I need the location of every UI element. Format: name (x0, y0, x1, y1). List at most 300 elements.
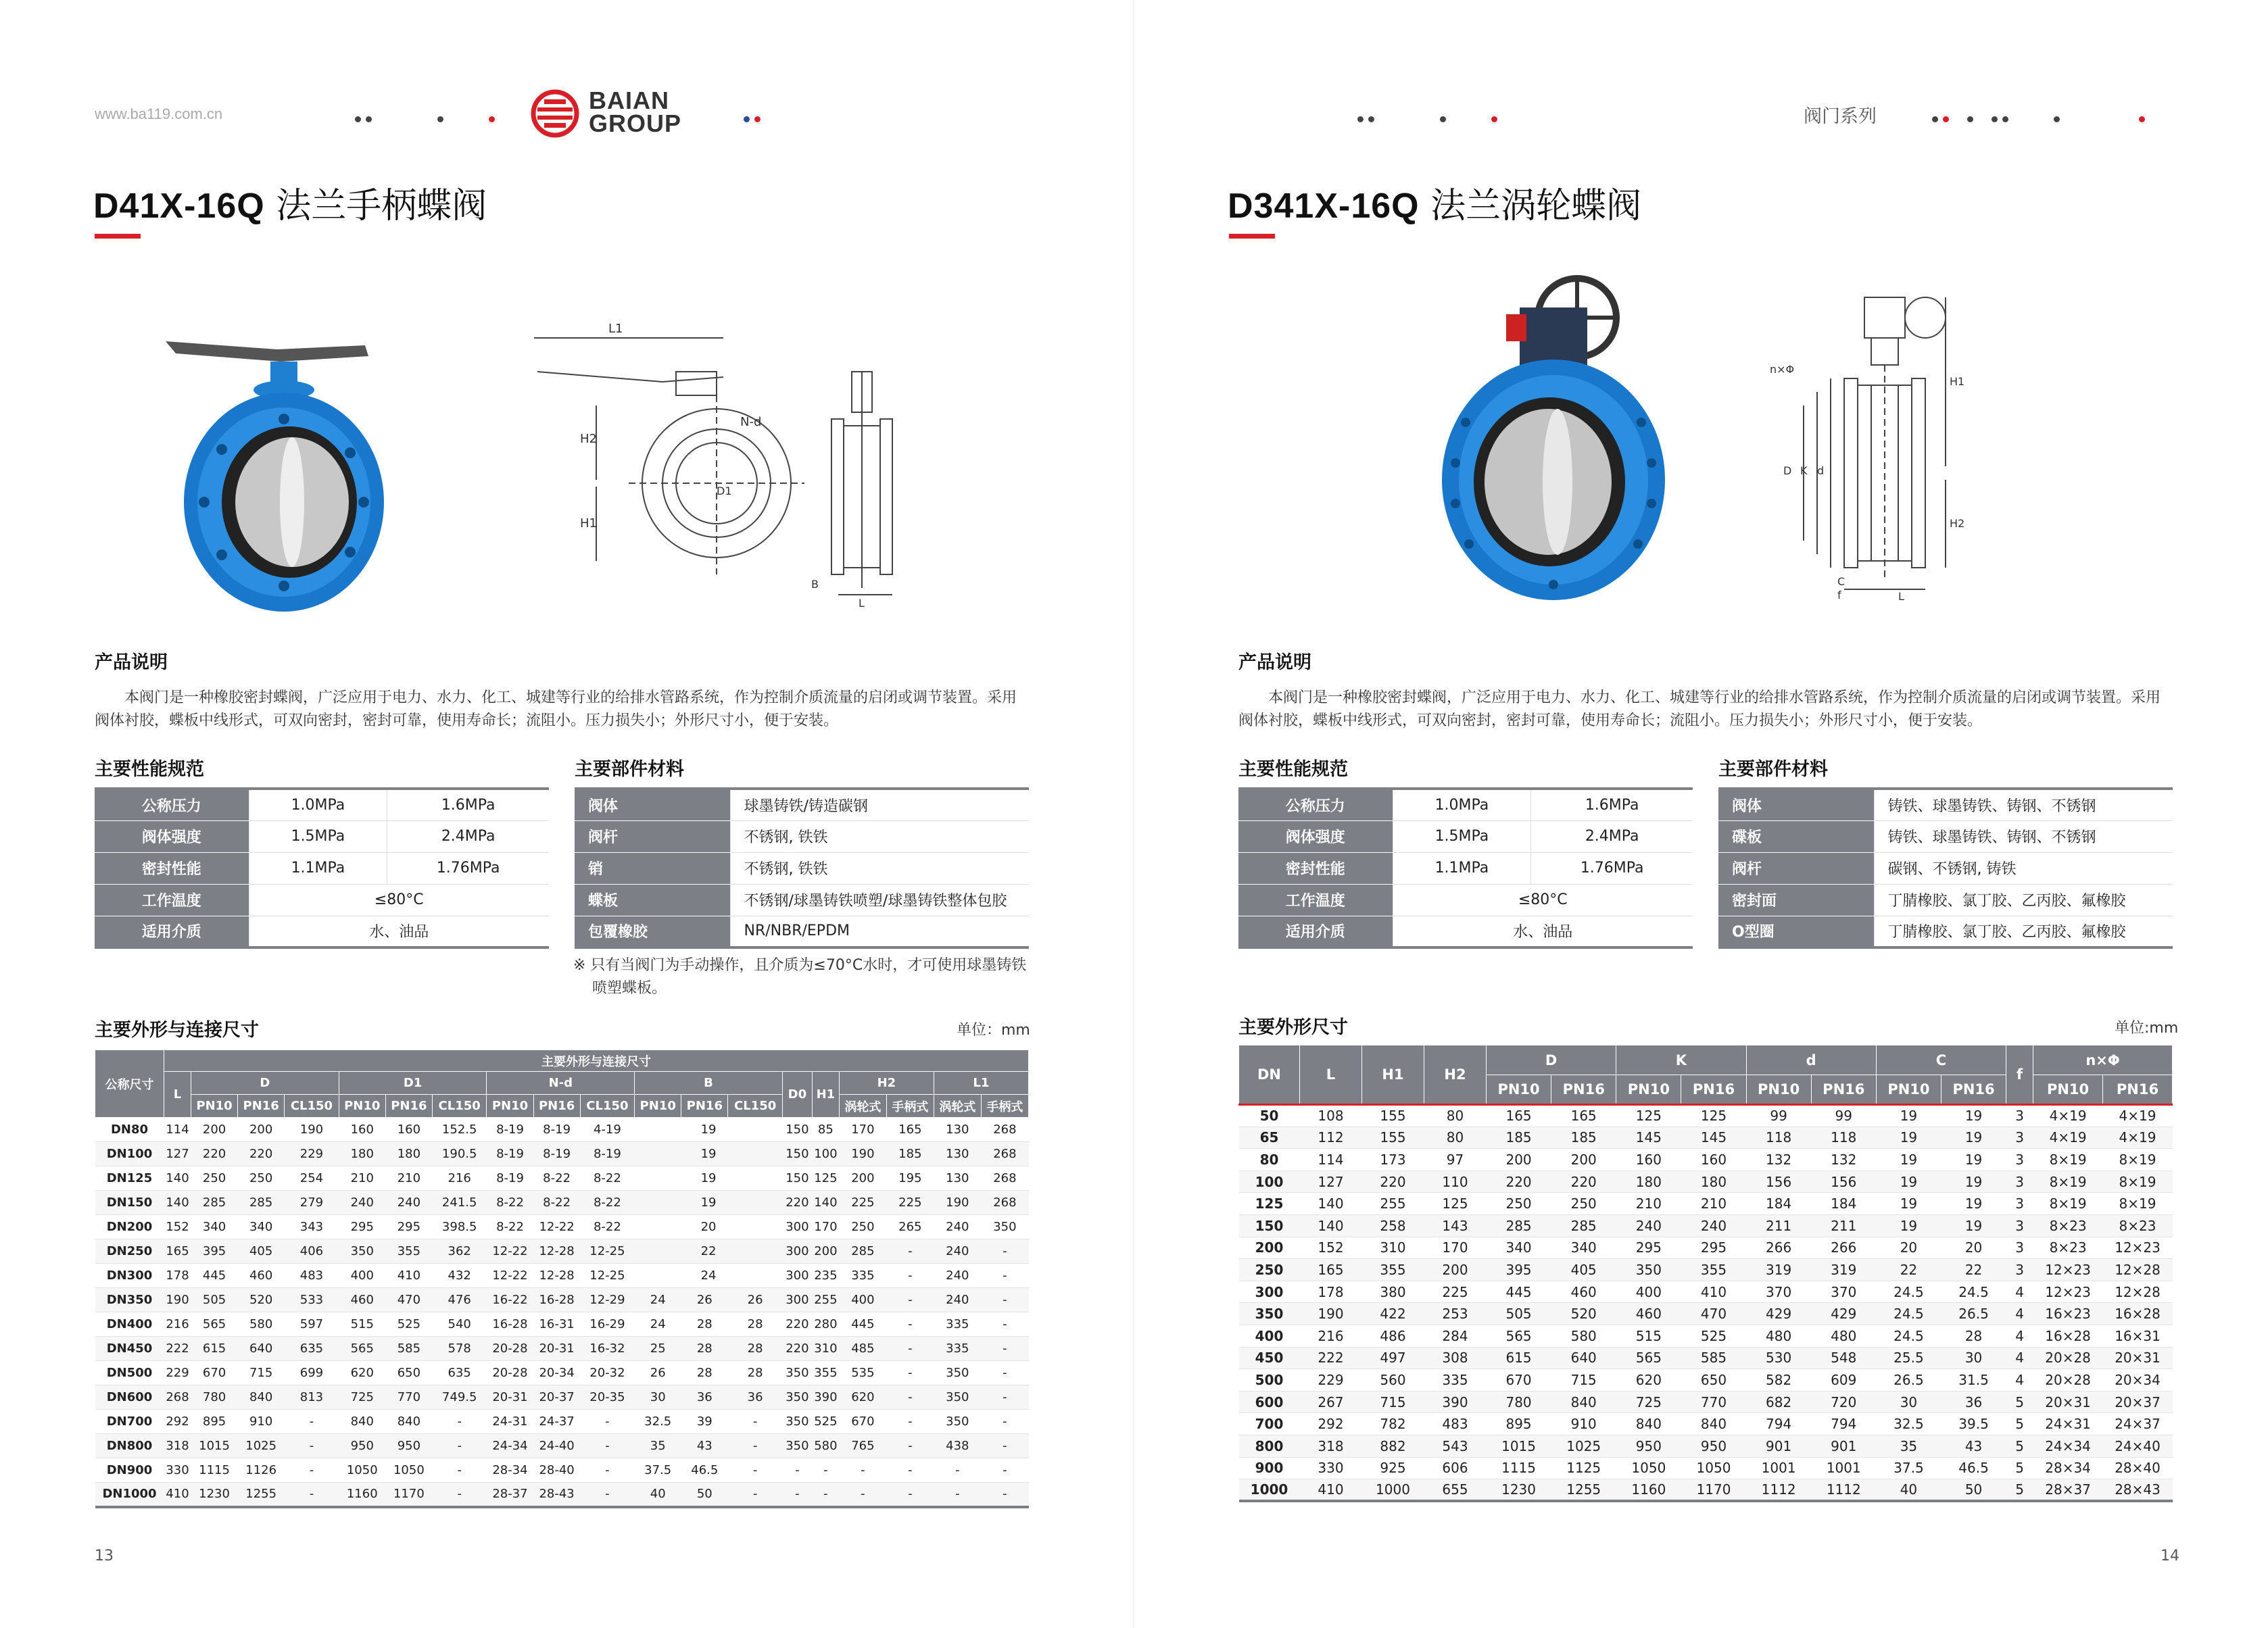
table-cell: - (934, 1458, 981, 1483)
table-cell: 840 (1616, 1413, 1681, 1435)
table-cell: 200 (1487, 1149, 1551, 1171)
table-cell: 350 (934, 1385, 981, 1410)
table-cell: 165 (1551, 1105, 1616, 1127)
table-cell: - (981, 1410, 1028, 1434)
table-cell: 794 (1746, 1413, 1811, 1435)
table-cell: 350 (782, 1385, 812, 1410)
table-cell: - (580, 1434, 635, 1458)
table-cell: 585 (385, 1337, 432, 1361)
table-cell: 24 (635, 1288, 681, 1312)
table-cell: 19 (1941, 1127, 2006, 1149)
header (0, 87, 1134, 137)
table-cell: 26 (635, 1361, 681, 1385)
table-cell: 140 (1300, 1214, 1362, 1237)
table-cell: 284 (1424, 1325, 1487, 1347)
table-cell: 32.5 (635, 1410, 681, 1434)
table-cell: 438 (934, 1434, 981, 1458)
table-row (95, 1288, 1029, 1312)
table-cell: 350 (339, 1239, 385, 1264)
table-cell: 770 (1681, 1391, 1746, 1413)
material-note: ※ 只有当阀门为手动操作，且介质为≤70°C水时，才可使用球墨铸铁 喷塑蝶板。 (573, 957, 1027, 997)
label-L1: L1 (608, 322, 623, 336)
table-cell: 216 (1300, 1325, 1362, 1347)
table-cell: 250 (1239, 1259, 1300, 1281)
table-row (1239, 1170, 2173, 1193)
table-row (95, 1191, 1029, 1215)
table-cell: 125 (1424, 1193, 1487, 1215)
table-cell: 840 (238, 1385, 285, 1410)
table-cell: 8-19 (580, 1142, 635, 1166)
table-cell: 1015 (191, 1434, 238, 1458)
table-cell: 185 (1487, 1127, 1551, 1149)
logo-mark-icon (531, 89, 579, 138)
table-cell: 525 (812, 1410, 839, 1434)
table-cell: 165 (1300, 1259, 1362, 1281)
table-cell: DN1000 (95, 1483, 164, 1507)
table-cell: 19 (1941, 1149, 2006, 1171)
table-cell: 145 (1681, 1127, 1746, 1149)
table-cell: 485 (839, 1337, 886, 1361)
table-cell: 216 (164, 1312, 191, 1337)
table-cell: 355 (1362, 1259, 1424, 1281)
table-cell: - (285, 1458, 339, 1483)
table-cell: 24×31 (2033, 1413, 2103, 1435)
dimension-table: 公称尺寸 主要外形与连接尺寸 L D D1 N-d B D0 H1 H2 L1 PN10 PN16 CL150 PN10 PN16 CL150 PN10 PN16 CL150 PN10 PN16 CL150 涡轮式 手柄式 涡轮式 手柄式 DN80 114 200 200 190 160 160 152.5 8-19 8-19 4-19 19 150 85 170 165 130 268 DN100 127 220 220 229 180 180 190.5 8-19 8-19 8-19 19 150 100 190 185 130 268 DN125 140 250 250 254 210 210 216 8-19 8-22 8-22 19 150 125 200 195 130 268 DN150 140 285 285 279 240 240 241.5 8-22 8-22 8-22 19 220 140 225 225 190 268 DN200 152 340 340 343 295 295 398.5 8-22 12-22 8-22 20 300 170 250 265 240 350 DN250 165 395 405 406 350 355 362 12-22 12-28 12-25 22 300 200 285 - 240 - DN300 178 445 460 483 400 410 432 12-22 12-28 12-25 24 300 235 335 - 240 - DN350 190 505 520 533 460 470 476 16-22 16-28 12-29 24 26 26 300 255 400 - 240 - DN400 216 565 580 597 515 525 540 16-28 16-31 16-29 24 28 28 220 280 445 - 335 - DN450 222 615 640 635 565 585 578 20-28 20-31 16-32 25 28 28 220 310 485 - 335 - DN500 229 670 715 699 620 650 635 20-28 20-34 20-32 26 28 28 350 355 535 - 350 - DN600 268 780 840 813 725 770 749.5 20-31 20-37 20-35 30 36 36 350 390 620 - 350 - DN700 292 895 910 - 840 840 - 24-31 24-37 - 32.5 39 - 350 525 670 - 350 - DN800 318 1015 1025 - 950 950 - 24-34 24-40 - 35 43 - 350 580 765 - 438 - DN900 330 1115 1126 - 1050 1050 - 28-34 28-40 - 37.5 46.5 - - - - - - - DN1000 410 1230 1255 - 1160 1170 - 28-37 28-43 - 40 50 - - - - - - - (95, 1050, 1029, 1508)
table-cell: 578 (432, 1337, 487, 1361)
table-cell: 1001 (1746, 1457, 1811, 1479)
table-cell: DN125 (95, 1166, 164, 1191)
table-cell: 220 (782, 1191, 812, 1215)
table-cell: - (886, 1458, 934, 1483)
table-cell: 1125 (1551, 1457, 1616, 1479)
header-dots-b (1932, 112, 2150, 120)
table-cell: - (812, 1458, 839, 1483)
table-cell: DN600 (95, 1385, 164, 1410)
table-cell: 295 (385, 1215, 432, 1239)
table-cell: 330 (1300, 1457, 1362, 1479)
unit-label-right: 单位:mm (2115, 1020, 2179, 1037)
table-cell: 12-22 (533, 1215, 580, 1239)
table-cell: 19 (635, 1142, 783, 1166)
table-row (95, 1337, 1029, 1361)
table-cell: 25.5 (1876, 1347, 1941, 1369)
table-cell: 280 (812, 1312, 839, 1337)
table-cell: 655 (1424, 1479, 1487, 1502)
table-cell: 150 (782, 1166, 812, 1191)
table-cell: 635 (432, 1361, 487, 1385)
table-cell: 265 (886, 1215, 934, 1239)
table-cell: 140 (812, 1191, 839, 1215)
table-cell: 606 (1424, 1457, 1487, 1479)
valve-product-image (162, 335, 473, 618)
table-cell: 225 (886, 1191, 934, 1215)
table-cell: 600 (1239, 1391, 1300, 1413)
table-cell: - (728, 1410, 783, 1434)
table-row (1239, 1435, 2173, 1457)
table-cell: 99 (1746, 1105, 1811, 1127)
table-cell: 8×23 (2033, 1237, 2103, 1259)
label-H2: H2 (1950, 517, 1965, 530)
table-cell: 132 (1746, 1149, 1811, 1171)
table-row (1239, 1214, 2173, 1237)
table-row (1239, 1193, 2173, 1215)
table-cell: 190 (839, 1142, 886, 1166)
table-cell: DN200 (95, 1215, 164, 1239)
table-row (1239, 1303, 2173, 1325)
table-cell: 125 (1681, 1105, 1746, 1127)
table-cell: 211 (1811, 1214, 1876, 1237)
table-cell: 565 (191, 1312, 238, 1337)
table-cell: 28×37 (2033, 1479, 2103, 1502)
table-cell: 370 (1746, 1281, 1811, 1303)
table-cell: 140 (164, 1166, 191, 1191)
table-cell: - (782, 1483, 812, 1507)
table-cell: 8×19 (2103, 1149, 2173, 1171)
table-cell: 26 (681, 1288, 728, 1312)
table-row (1239, 1237, 2173, 1259)
table-cell: 19 (635, 1166, 783, 1191)
table-cell: 765 (839, 1434, 886, 1458)
table-cell: 12×23 (2033, 1259, 2103, 1281)
table-cell: 445 (839, 1312, 886, 1337)
table-cell: 152 (1300, 1237, 1362, 1259)
table-cell: 8-19 (487, 1166, 533, 1191)
table-cell: 300 (782, 1239, 812, 1264)
table-cell: 350 (981, 1215, 1028, 1239)
table-cell: 8×23 (2033, 1214, 2103, 1237)
table-cell: 210 (339, 1166, 385, 1191)
table-cell: - (580, 1483, 635, 1507)
table-cell: - (839, 1458, 886, 1483)
table-cell: 1170 (1681, 1479, 1746, 1502)
table-cell: 32.5 (1876, 1413, 1941, 1435)
table-cell: 292 (1300, 1413, 1362, 1435)
table-cell: 220 (1551, 1170, 1616, 1193)
page-title: D41X-16Q 法兰手柄蝶阀 (93, 186, 487, 226)
table-cell: 840 (1551, 1391, 1616, 1413)
table-cell: 220 (1362, 1170, 1424, 1193)
table-cell: 108 (1300, 1105, 1362, 1127)
table-cell: 200 (839, 1166, 886, 1191)
table-cell: 20×34 (2103, 1369, 2173, 1391)
table-cell: 28-40 (533, 1458, 580, 1483)
table-cell: 780 (1487, 1391, 1551, 1413)
table-cell: 266 (1746, 1237, 1811, 1259)
table-cell: 4×19 (2033, 1127, 2103, 1149)
table-cell: 24-34 (487, 1434, 533, 1458)
table-cell: 12-28 (533, 1264, 580, 1288)
table-cell: 8×19 (2033, 1193, 2103, 1215)
table-cell: 20-34 (533, 1361, 580, 1385)
table-cell: 30 (635, 1385, 681, 1410)
spec-heading-right: 主要性能规范 (1238, 759, 1348, 780)
table-cell: 432 (432, 1264, 487, 1288)
table-cell: 445 (1487, 1281, 1551, 1303)
table-cell: 533 (285, 1288, 339, 1312)
table-cell: 19 (1876, 1170, 1941, 1193)
table-cell: 200 (191, 1118, 238, 1142)
table-cell: 195 (886, 1166, 934, 1191)
table-cell: 200 (812, 1239, 839, 1264)
table-cell: 16-31 (533, 1312, 580, 1337)
table-cell: 156 (1746, 1170, 1811, 1193)
table-cell: 390 (1424, 1391, 1487, 1413)
table-cell: 422 (1362, 1303, 1424, 1325)
table-cell: 310 (812, 1337, 839, 1361)
label-L: L (859, 597, 865, 608)
table-cell: 16-32 (580, 1337, 635, 1361)
table-cell: 165 (164, 1239, 191, 1264)
table-cell: 160 (1681, 1149, 1746, 1171)
table-cell: 184 (1746, 1193, 1811, 1215)
table-cell: 615 (1487, 1347, 1551, 1369)
worm-valve-product-image (1398, 267, 1722, 605)
table-cell: 28 (728, 1312, 783, 1337)
table-cell: 28 (728, 1337, 783, 1361)
table-cell: - (886, 1312, 934, 1337)
table-cell: 250 (238, 1166, 285, 1191)
table-cell: 210 (1616, 1193, 1681, 1215)
table-cell: 1025 (1551, 1435, 1616, 1457)
table-row (1239, 1127, 2173, 1149)
table-cell: 220 (238, 1142, 285, 1166)
spec-table-right: 公称压力 1.0MPa 1.6MPa 阀体强度 1.5MPa 2.4MPa 密封性能 1.1MPa 1.76MPa 工作温度 ≤80°C 适用介质 水、油品 (1238, 787, 1693, 949)
table-cell: 319 (1746, 1259, 1811, 1281)
table-cell: 170 (839, 1118, 886, 1142)
table-cell: 24 (635, 1312, 681, 1337)
table-cell: - (886, 1337, 934, 1361)
table-cell: 901 (1746, 1435, 1811, 1457)
table-cell: 300 (782, 1264, 812, 1288)
table-cell: 19 (1876, 1149, 1941, 1171)
table-cell: 31.5 (1941, 1369, 2006, 1391)
table-cell: 19 (635, 1118, 783, 1142)
table-cell: 170 (1424, 1237, 1487, 1259)
table-cell: 8×19 (2103, 1193, 2173, 1215)
table-cell: 525 (1681, 1325, 1746, 1347)
material-heading-right: 主要部件材料 (1718, 759, 1828, 780)
series-label: 阀门系列 (1804, 106, 1877, 127)
table-cell: 370 (1811, 1281, 1876, 1303)
table-row (1239, 1281, 2173, 1303)
table-cell: 340 (1551, 1237, 1616, 1259)
table-cell: 180 (385, 1142, 432, 1166)
table-cell: 220 (191, 1142, 238, 1166)
table-cell: 8×19 (2103, 1170, 2173, 1193)
table-cell: 635 (285, 1337, 339, 1361)
table-cell: - (432, 1458, 487, 1483)
table-cell: 152 (164, 1215, 191, 1239)
page-title-right: D341X-16Q 法兰涡轮蝶阀 (1228, 186, 1642, 226)
table-cell: 565 (1487, 1325, 1551, 1347)
table-cell: 3 (2006, 1214, 2033, 1237)
site-url[interactable]: www.ba119.com.cn (95, 105, 223, 122)
table-cell: 4 (2006, 1325, 2033, 1347)
table-cell: 22 (1876, 1259, 1941, 1281)
table-cell: 1115 (191, 1458, 238, 1483)
table-row (95, 1385, 1029, 1410)
table-cell: 253 (1424, 1303, 1487, 1325)
table-cell: 170 (812, 1215, 839, 1239)
table-row (95, 1215, 1029, 1239)
table-cell: 483 (1424, 1413, 1487, 1435)
table-cell: 609 (1811, 1369, 1876, 1391)
table-cell: 19 (1876, 1127, 1941, 1149)
table-cell: 285 (238, 1191, 285, 1215)
table-cell: 40 (1876, 1479, 1941, 1502)
table-cell: 150 (782, 1118, 812, 1142)
table-cell: 8-22 (487, 1191, 533, 1215)
table-cell: 50 (1941, 1479, 2006, 1502)
table-cell: DN300 (95, 1264, 164, 1288)
table-cell: 901 (1811, 1435, 1876, 1457)
table-cell: 3 (2006, 1149, 2033, 1171)
table-cell: 35 (1876, 1435, 1941, 1457)
table-cell: 350 (782, 1410, 812, 1434)
table-cell: 28 (728, 1361, 783, 1385)
table-cell: - (981, 1239, 1028, 1264)
table-row (1239, 1391, 2173, 1413)
table-cell: 470 (1681, 1303, 1746, 1325)
table-cell: 97 (1424, 1149, 1487, 1171)
table-cell: 670 (839, 1410, 886, 1434)
table-cell: 250 (1487, 1193, 1551, 1215)
table-cell: 24.5 (1876, 1281, 1941, 1303)
table-cell: 343 (285, 1215, 339, 1239)
table-cell: 720 (1811, 1391, 1876, 1413)
table-cell: 410 (1681, 1281, 1746, 1303)
table-cell: 405 (238, 1239, 285, 1264)
table-cell: 16-28 (533, 1288, 580, 1312)
table-cell: - (981, 1434, 1028, 1458)
table-cell: 20 (635, 1215, 783, 1239)
table-cell: 1050 (1616, 1457, 1681, 1479)
table-cell: 20-37 (533, 1385, 580, 1410)
table-cell: 210 (385, 1166, 432, 1191)
table-cell: 1112 (1746, 1479, 1811, 1502)
table-cell: 50 (1239, 1105, 1300, 1127)
table-cell: 37.5 (635, 1458, 681, 1483)
table-cell: 190 (285, 1118, 339, 1142)
table-cell: - (886, 1410, 934, 1434)
table-cell: 1230 (1487, 1479, 1551, 1502)
table-cell: 43 (1941, 1435, 2006, 1457)
table-cell: 65 (1239, 1127, 1300, 1149)
table-cell: 26 (728, 1288, 783, 1312)
table-cell: - (981, 1312, 1028, 1337)
table-cell: 813 (285, 1385, 339, 1410)
table-cell: 20×37 (2103, 1391, 2173, 1413)
logo-text-1: BAIAN (589, 87, 669, 114)
table-cell: 46.5 (681, 1458, 728, 1483)
table-cell: 12×28 (2103, 1281, 2173, 1303)
table-cell: 160 (1616, 1149, 1681, 1171)
table-cell: 400 (839, 1288, 886, 1312)
table-cell: 1050 (385, 1458, 432, 1483)
table-cell: 12-25 (580, 1264, 635, 1288)
label-H1: H1 (580, 516, 597, 531)
table-cell: 8-22 (580, 1215, 635, 1239)
table-cell: 20×28 (2033, 1369, 2103, 1391)
table-cell: 16-29 (580, 1312, 635, 1337)
table-cell: 180 (1616, 1170, 1681, 1193)
table-cell: 24-40 (533, 1434, 580, 1458)
table-cell: 16-22 (487, 1288, 533, 1312)
table-cell: 318 (1300, 1435, 1362, 1457)
table-cell: 580 (238, 1312, 285, 1337)
table-cell: 19 (1941, 1170, 2006, 1193)
table-cell: 127 (164, 1142, 191, 1166)
unit-label: 单位：mm (957, 1022, 1030, 1039)
table-cell: 530 (1746, 1347, 1811, 1369)
table-cell: 540 (432, 1312, 487, 1337)
table-cell: 12-28 (533, 1239, 580, 1264)
table-cell: 3 (2006, 1259, 2033, 1281)
table-cell: 318 (164, 1434, 191, 1458)
table-cell: 3 (2006, 1193, 2033, 1215)
table-cell: 145 (1616, 1127, 1681, 1149)
table-cell: 699 (285, 1361, 339, 1385)
table-cell: 682 (1746, 1391, 1811, 1413)
table-cell: - (285, 1410, 339, 1434)
table-cell: 114 (164, 1118, 191, 1142)
table-cell: 580 (1551, 1325, 1616, 1347)
table-cell: 268 (981, 1191, 1028, 1215)
table-cell: 429 (1746, 1303, 1811, 1325)
table-cell: 840 (385, 1410, 432, 1434)
table-cell: - (886, 1239, 934, 1264)
dimension-table-right: DN L H1 H2 D K d C f n×Φ PN10 PN16 PN10 PN16 PN10 PN16 PN10 PN16 PN10 PN16 50 108 155 80 165 165 125 125 99 99 19 19 3 4×19 4×19 65 112 155 80 185 185 145 145 118 118 19 19 3 4×19 4×19 80 114 173 97 200 200 160 160 132 132 19 19 3 8×19 8×19 100 127 220 110 220 220 180 180 156 156 19 19 3 8×19 8×19 125 140 255 125 250 250 210 210 184 184 19 19 3 8×19 8×19 150 140 258 143 285 285 240 240 211 211 19 19 3 8×23 8×23 200 152 310 170 340 340 295 295 266 266 20 20 3 8×23 12×23 250 165 355 200 395 405 350 355 319 319 22 22 3 12×23 12×28 300 178 380 225 445 460 400 410 370 370 24.5 24.5 4 12×23 12×28 350 190 422 253 505 520 460 470 429 429 24.5 26.5 4 16×23 16×28 400 216 486 284 565 580 515 525 480 480 24.5 28 4 16×28 16×31 450 222 497 308 615 640 565 585 530 548 25.5 30 4 20×28 20×31 500 229 560 335 670 715 620 650 582 609 26.5 31.5 4 20×28 20×34 600 267 715 390 780 840 725 770 682 720 30 36 5 20×31 20×37 700 292 782 483 895 910 840 840 794 794 32.5 39.5 5 24×31 24×37 800 318 882 543 1015 1025 950 950 901 901 35 43 5 24×34 24×40 900 330 925 606 1115 1125 1050 1050 1001 1001 37.5 46.5 5 28×34 28×40 1000 410 1000 655 1230 1255 1160 1170 1112 1112 40 50 5 28×37 28×43 (1238, 1045, 2173, 1502)
table-cell: 460 (1616, 1303, 1681, 1325)
table-cell: 405 (1551, 1259, 1616, 1281)
table-cell: DN500 (95, 1361, 164, 1385)
table-cell: 5 (2006, 1479, 2033, 1502)
table-cell: 910 (1551, 1413, 1616, 1435)
table-cell: 185 (1551, 1127, 1616, 1149)
desc-heading: 产品说明 (95, 652, 168, 673)
table-cell: 178 (1300, 1281, 1362, 1303)
table-cell: - (839, 1483, 886, 1507)
table-cell: 24.5 (1941, 1281, 2006, 1303)
table-cell: 8-22 (580, 1191, 635, 1215)
table-cell: - (981, 1264, 1028, 1288)
table-cell: - (285, 1483, 339, 1507)
table-cell: 292 (164, 1410, 191, 1434)
table-cell: 50 (681, 1483, 728, 1507)
description-right: 本阀门是一种橡胶密封蝶阀，广泛应用于电力、水力、化工、城建等行业的给排水管路系统，作为控制介质流量的启闭或调节装置。采用阀体衬胶，蝶板中线形式，可双向密封，密封可靠，使用寿命长；流阻小。压力损失小；外形尺寸小，便于安装。 (1238, 689, 2161, 729)
table-cell: 4×19 (2103, 1127, 2173, 1149)
table-cell: - (981, 1337, 1028, 1361)
table-cell: 486 (1362, 1325, 1424, 1347)
table-cell: 4×19 (2033, 1105, 2103, 1127)
table-cell: 330 (164, 1458, 191, 1483)
table-cell: 515 (339, 1312, 385, 1337)
table-cell: - (285, 1434, 339, 1458)
table-cell: 900 (1239, 1457, 1300, 1479)
table-cell: 235 (812, 1264, 839, 1288)
table-cell: 782 (1362, 1413, 1424, 1435)
table-cell: 355 (812, 1361, 839, 1385)
table-cell: 200 (238, 1118, 285, 1142)
table-cell: 335 (839, 1264, 886, 1288)
table-cell: 670 (1487, 1369, 1551, 1391)
dim-heading-right: 主要外形尺寸 (1238, 1017, 1348, 1038)
table-cell: 20-35 (580, 1385, 635, 1410)
table-cell: 780 (191, 1385, 238, 1410)
table-cell: 950 (1616, 1435, 1681, 1457)
table-cell: 160 (339, 1118, 385, 1142)
table-cell: 250 (839, 1215, 886, 1239)
